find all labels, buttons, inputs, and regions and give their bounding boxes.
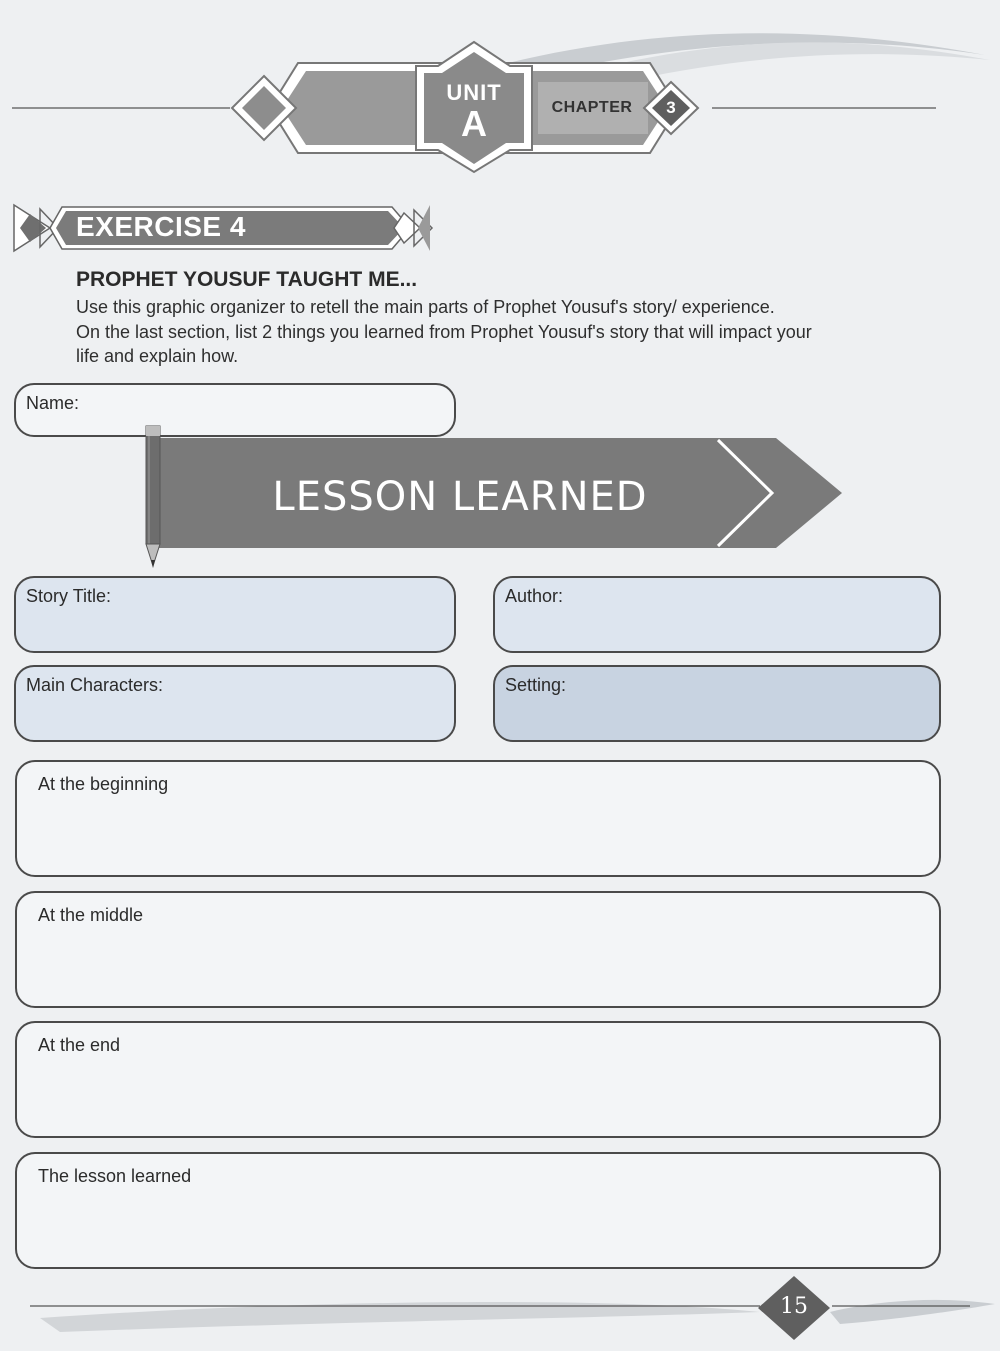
exercise-heading: PROPHET YOUSUF TAUGHT ME... bbox=[76, 268, 418, 291]
unit-label: UNIT bbox=[446, 80, 502, 105]
main-characters-label: Main Characters: bbox=[26, 675, 164, 695]
page-number: 15 bbox=[780, 1294, 808, 1319]
middle-label: At the middle bbox=[38, 905, 144, 925]
instruction-line-2: On the last section, list 2 things you learned from Prophet Yousuf's story that will impact your bbox=[76, 322, 812, 342]
chapter-number: 3 bbox=[666, 98, 676, 117]
chapter-label: CHAPTER bbox=[551, 99, 633, 116]
beginning-label: At the beginning bbox=[38, 774, 169, 794]
setting-label: Setting: bbox=[505, 675, 567, 695]
exercise-title: EXERCISE 4 bbox=[76, 211, 246, 242]
unit-letter: A bbox=[461, 103, 487, 144]
lesson-label: The lesson learned bbox=[38, 1166, 192, 1186]
story-title-label: Story Title: bbox=[26, 586, 112, 606]
end-label: At the end bbox=[38, 1035, 121, 1055]
author-label: Author: bbox=[505, 586, 564, 606]
instruction-line-1: Use this graphic organizer to retell the main parts of Prophet Yousuf's story/ experience. bbox=[76, 297, 775, 317]
instruction-line-3: life and explain how. bbox=[76, 346, 239, 366]
name-label: Name: bbox=[26, 393, 80, 413]
lesson-learned-title: LESSON LEARNED bbox=[272, 474, 648, 520]
